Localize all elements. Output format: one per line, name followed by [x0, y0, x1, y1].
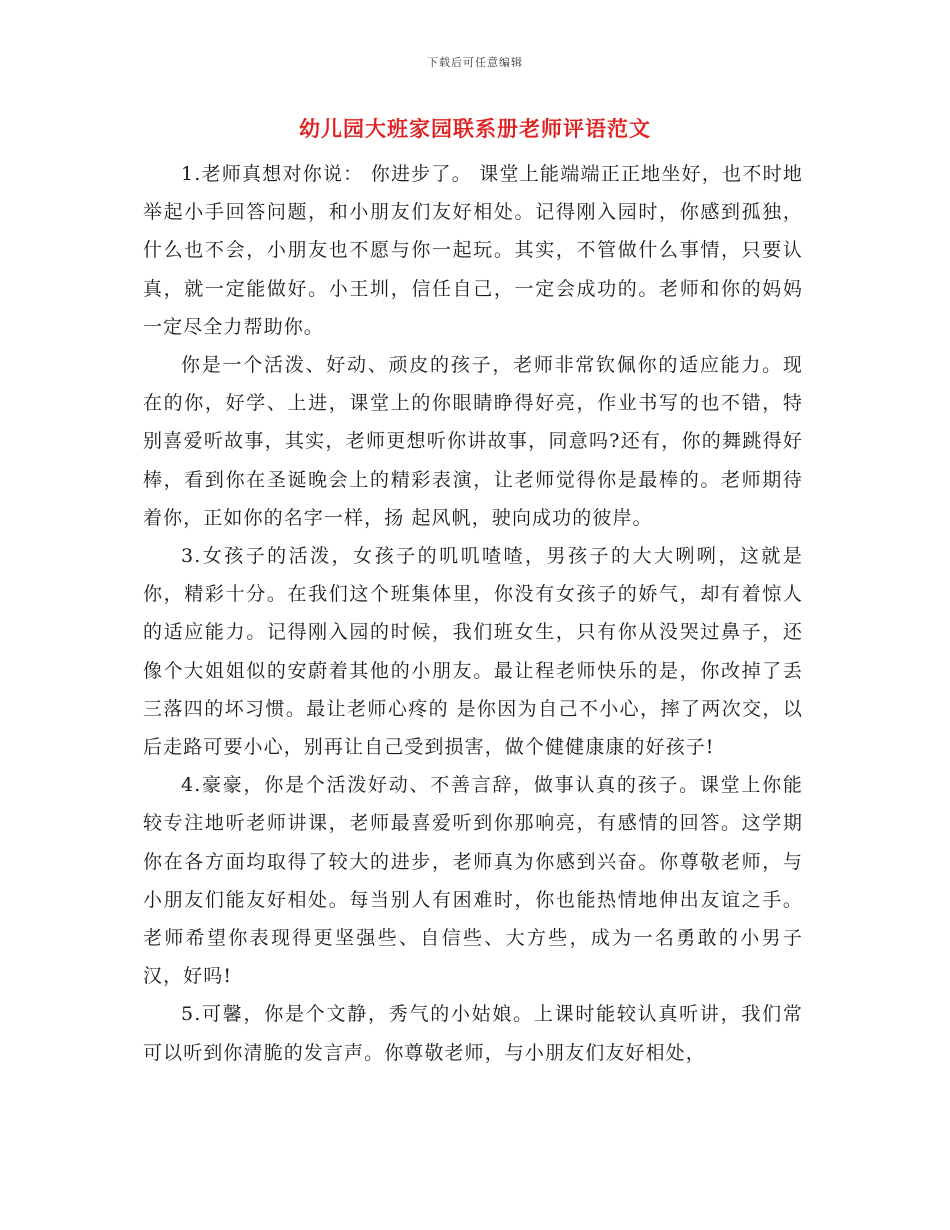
paragraph-5: 5.可馨，你是个文静，秀气的小姑娘。上课时能较认真听讲，我们常可以听到你清脆的发言声。你尊敬老师，与小朋友们友好相处，	[143, 1003, 803, 1064]
paragraph-3: 3.女孩子的活泼，女孩子的叽叽喳喳，男孩子的大大咧咧，这就是你，精彩十分。在我们这个班集体里，你没有女孩子的娇气，却有着惊人的适应能力。记得刚入园的时候，我们班女生，只有你从没哭过鼻子，还像个大姐姐似的安蔚着其他的小朋友。最让程老师快乐的是，你改掉了丢三落四的坏习惯。最让老师心疼的 是你因为自己不小心，摔了两次交，以后走路可要小心，别再让自己受到损害，做个健健康康的好孩子!	[143, 545, 803, 759]
document-body	[143, 155, 803, 1072]
paragraph-1: 1.老师真想对你说： 你进步了。 课堂上能端端正正地坐好，也不时地举起小手回答问题，和小朋友们友好相处。记得刚入园时，你感到孤独，什么也不会，小朋友也不愿与你一起玩。其实，不管做什么事情，只要认真，就一定能做好。小王圳，信任自己，一定会成功的。老师和你的妈妈一定尽全力帮助你。	[143, 163, 803, 338]
page-header-note: 下载后可任意编辑	[427, 56, 523, 69]
paragraph-2: 你是一个活泼、好动、顽皮的孩子，老师非常钦佩你的适应能力。现在的你，好学、上进，课堂上的你眼睛睁得好亮，作业书写的也不错，特别喜爱听故事，其实，老师更想听你讲故事，同意吗?还有，你的舞跳得好棒，看到你在圣诞晚会上的精彩表演，让老师觉得你是最棒的。老师期待着你，正如你的名字一样，扬 起风帆，驶向成功的彼岸。	[143, 354, 803, 529]
document-title: 幼儿园大班家园联系册老师评语范文	[299, 117, 651, 141]
paragraph-4: 4.豪豪，你是个活泼好动、不善言辞，做事认真的孩子。课堂上你能较专注地听老师讲课，老师最喜爱听到你那响亮，有感情的回答。这学期你在各方面均取得了较大的进步，老师真为你感到兴奋。你尊敬老师，与小朋友们能友好相处。每当别人有困难时，你也能热情地伸出友谊之手。老师希望你表现得更坚强些、自信些、大方些，成为一名勇敢的小男子汉，好吗!	[143, 774, 803, 988]
